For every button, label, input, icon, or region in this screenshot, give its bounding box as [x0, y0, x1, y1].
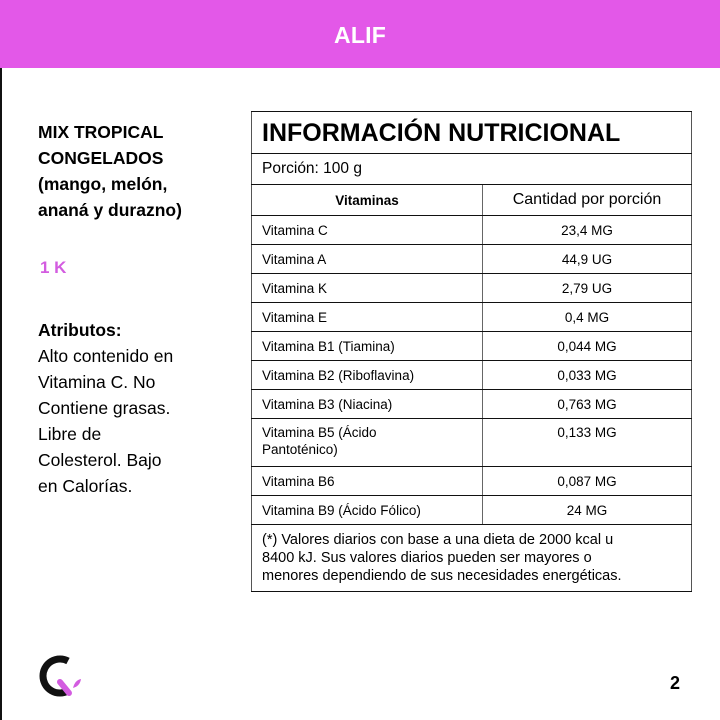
- table-row: [252, 361, 692, 390]
- vitamin-amount: 0,4 MG: [483, 303, 692, 332]
- left-border-rule: [0, 68, 2, 720]
- table-title-row: [252, 112, 692, 154]
- column-header-amount: Cantidad por porción: [483, 185, 692, 216]
- vitamin-name: Vitamina B6: [252, 467, 483, 496]
- table-row: [252, 332, 692, 361]
- vitamin-name: Vitamina B3 (Niacina): [252, 390, 483, 419]
- vitamin-name: Vitamina B2 (Riboflavina): [252, 361, 483, 390]
- vitamin-name-line: Vitamina B5 (Ácido: [262, 425, 377, 440]
- footnote-line: 8400 kJ. Sus valores diarios pueden ser mayores o: [262, 549, 592, 566]
- vitamin-name: Vitamina C: [252, 216, 483, 245]
- table-row: [252, 496, 692, 525]
- vitamin-amount: 0,044 MG: [483, 332, 692, 361]
- vitamin-name: Vitamina K: [252, 274, 483, 303]
- product-title-line: (mango, melón,: [38, 174, 168, 194]
- table-row: [252, 303, 692, 332]
- vitamin-amount: 0,133 MG: [483, 419, 692, 467]
- attributes-line: Alto contenido en: [38, 346, 174, 366]
- portion-size: Porción: 100 g: [252, 154, 692, 185]
- nutrition-title: INFORMACIÓN NUTRICIONAL: [252, 112, 692, 154]
- product-title: [38, 119, 238, 223]
- vitamin-amount: 0,763 MG: [483, 390, 692, 419]
- footnote-line: (*) Valores diarios con base a una dieta de 2000 kcal u: [262, 531, 614, 548]
- vitamin-name-line: Pantoténico): [262, 442, 338, 457]
- product-title-line: MIX TROPICAL: [38, 122, 164, 142]
- table-row: [252, 419, 692, 467]
- vitamin-name: Vitamina B9 (Ácido Fólico): [252, 496, 483, 525]
- column-header-row: [252, 185, 692, 216]
- table-row: [252, 245, 692, 274]
- attributes-line: Vitamina C. No: [38, 372, 156, 392]
- vitamin-amount: 44,9 UG: [483, 245, 692, 274]
- column-header-vitamins: Vitaminas: [252, 185, 483, 216]
- vitamin-amount: 23,4 MG: [483, 216, 692, 245]
- header-bar: [0, 0, 720, 68]
- brand-title: ALIF: [334, 21, 386, 48]
- attributes-line: en Calorías.: [38, 476, 133, 496]
- vitamin-name: [252, 419, 483, 467]
- footnote-row: [252, 525, 692, 592]
- footnote-line: menores dependiendo de sus necesidades energéticas.: [262, 567, 622, 584]
- attributes-line: Colesterol. Bajo: [38, 450, 162, 470]
- product-attributes: [38, 317, 238, 499]
- vitamin-amount: 2,79 UG: [483, 274, 692, 303]
- table-row: [252, 216, 692, 245]
- brand-logo-icon: [38, 653, 84, 699]
- page-number: 2: [670, 673, 681, 693]
- product-size: 1 K: [40, 258, 67, 277]
- vitamin-name: Vitamina A: [252, 245, 483, 274]
- vitamin-amount: 0,087 MG: [483, 467, 692, 496]
- attributes-line: Contiene grasas.: [38, 398, 171, 418]
- portion-row: [252, 154, 692, 185]
- table-row: [252, 467, 692, 496]
- table-row: [252, 274, 692, 303]
- attributes-heading: Atributos:: [38, 320, 122, 340]
- daily-values-footnote: [252, 525, 692, 592]
- vitamin-amount: 0,033 MG: [483, 361, 692, 390]
- vitamin-amount: 24 MG: [483, 496, 692, 525]
- nutrition-facts-table: [251, 111, 692, 592]
- product-title-line: CONGELADOS: [38, 148, 164, 168]
- product-title-line: ananá y durazno): [38, 200, 182, 220]
- vitamin-name: Vitamina E: [252, 303, 483, 332]
- attributes-line: Libre de: [38, 424, 102, 444]
- table-row: [252, 390, 692, 419]
- vitamin-name: Vitamina B1 (Tiamina): [252, 332, 483, 361]
